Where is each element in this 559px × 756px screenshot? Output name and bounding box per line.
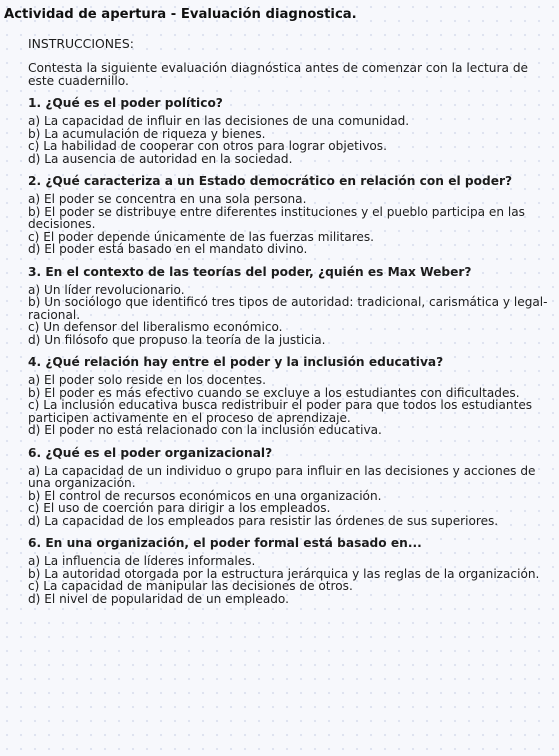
option-a: a) El poder solo reside en los docentes. — [28, 373, 266, 387]
question-1 — [28, 96, 553, 165]
question-5 — [28, 446, 553, 528]
option-c: c) Un defensor del liberalismo económico. — [28, 320, 283, 334]
option-c: c) La capacidad de manipular las decisiones de otros. — [28, 579, 353, 593]
question-text: 6. ¿Qué es el poder organizacional? — [28, 445, 273, 460]
option-b: b) El poder se distribuye entre diferentes instituciones y el pueblo participa en las decisiones. — [28, 204, 525, 231]
option-d: d) El nivel de popularidad de un empleado. — [28, 591, 289, 606]
option-b: b) La autoridad otorgada por la estructura jerárquica y las reglas de la organización. — [28, 566, 540, 581]
option-d: d) La ausencia de autoridad en la sociedad. — [28, 151, 293, 166]
option-a: a) La capacidad de influir en las decisiones de una comunidad. — [28, 114, 410, 128]
question-4 — [28, 355, 553, 437]
option-c: c) El poder depende únicamente de las fuerzas militares. — [28, 229, 375, 244]
options-list — [28, 374, 553, 437]
options-list — [28, 193, 553, 256]
option-c: c) La habilidad de cooperar con otros para lograr objetivos. — [28, 139, 387, 153]
option-d: d) Un filósofo que propuso la teoría de la justicia. — [28, 332, 326, 347]
options-list — [28, 284, 553, 347]
option-a: a) La capacidad de un individuo o grupo para influir en las decisiones y acciones de una organización. — [28, 463, 536, 490]
option-b: b) El control de recursos económicos en una organización. — [28, 488, 382, 503]
option-a: a) La influencia de líderes informales. — [28, 554, 256, 568]
document-title: Actividad de apertura - Evaluación diagnostica. — [4, 7, 357, 22]
option-b: b) Un sociólogo que identificó tres tipos de autoridad: tradicional, carismática y legal-racional. — [28, 295, 548, 322]
option-d: d) La capacidad de los empleados para resistir las órdenes de sus superiores. — [28, 513, 499, 528]
option-b: b) La acumulación de riqueza y bienes. — [28, 126, 266, 141]
question-text: 1. ¿Qué es el poder político? — [28, 96, 223, 110]
options-list — [28, 115, 553, 165]
options-list — [28, 555, 553, 605]
option-d: d) El poder no está relacionado con la inclusión educativa. — [28, 423, 382, 437]
option-c: c) La inclusión educativa busca redistribuir el poder para que todos los estudiantes participen activamente en el proceso de aprendizaje. — [28, 398, 533, 425]
instructions-text: Contesta la siguiente evaluación diagnóstica antes de comenzar con la lectura de este cuadernillo. — [28, 61, 529, 88]
question-2 — [28, 174, 553, 256]
option-b: b) El poder es más efectivo cuando se excluye a los estudiantes con dificultades. — [28, 385, 520, 400]
instructions-label: INSTRUCCIONES: — [28, 36, 134, 51]
option-c: c) El uso de coerción para dirigir a los empleados. — [28, 501, 331, 515]
options-list — [28, 465, 553, 528]
option-a: a) El poder se concentra en una sola persona. — [28, 192, 307, 206]
option-d: d) El poder está basado en el mandato divino. — [28, 242, 308, 256]
question-3 — [28, 265, 553, 347]
question-6 — [28, 536, 553, 605]
question-text: 2. ¿Qué caracteriza a un Estado democrático en relación con el poder? — [28, 174, 513, 188]
option-a: a) Un líder revolucionario. — [28, 282, 185, 297]
question-text: 3. En el contexto de las teorías del poder, ¿quién es Max Weber? — [28, 264, 472, 279]
question-text: 6. En una organización, el poder formal está basado en... — [28, 536, 422, 550]
question-text: 4. ¿Qué relación hay entre el poder y la inclusión educativa? — [28, 355, 444, 369]
